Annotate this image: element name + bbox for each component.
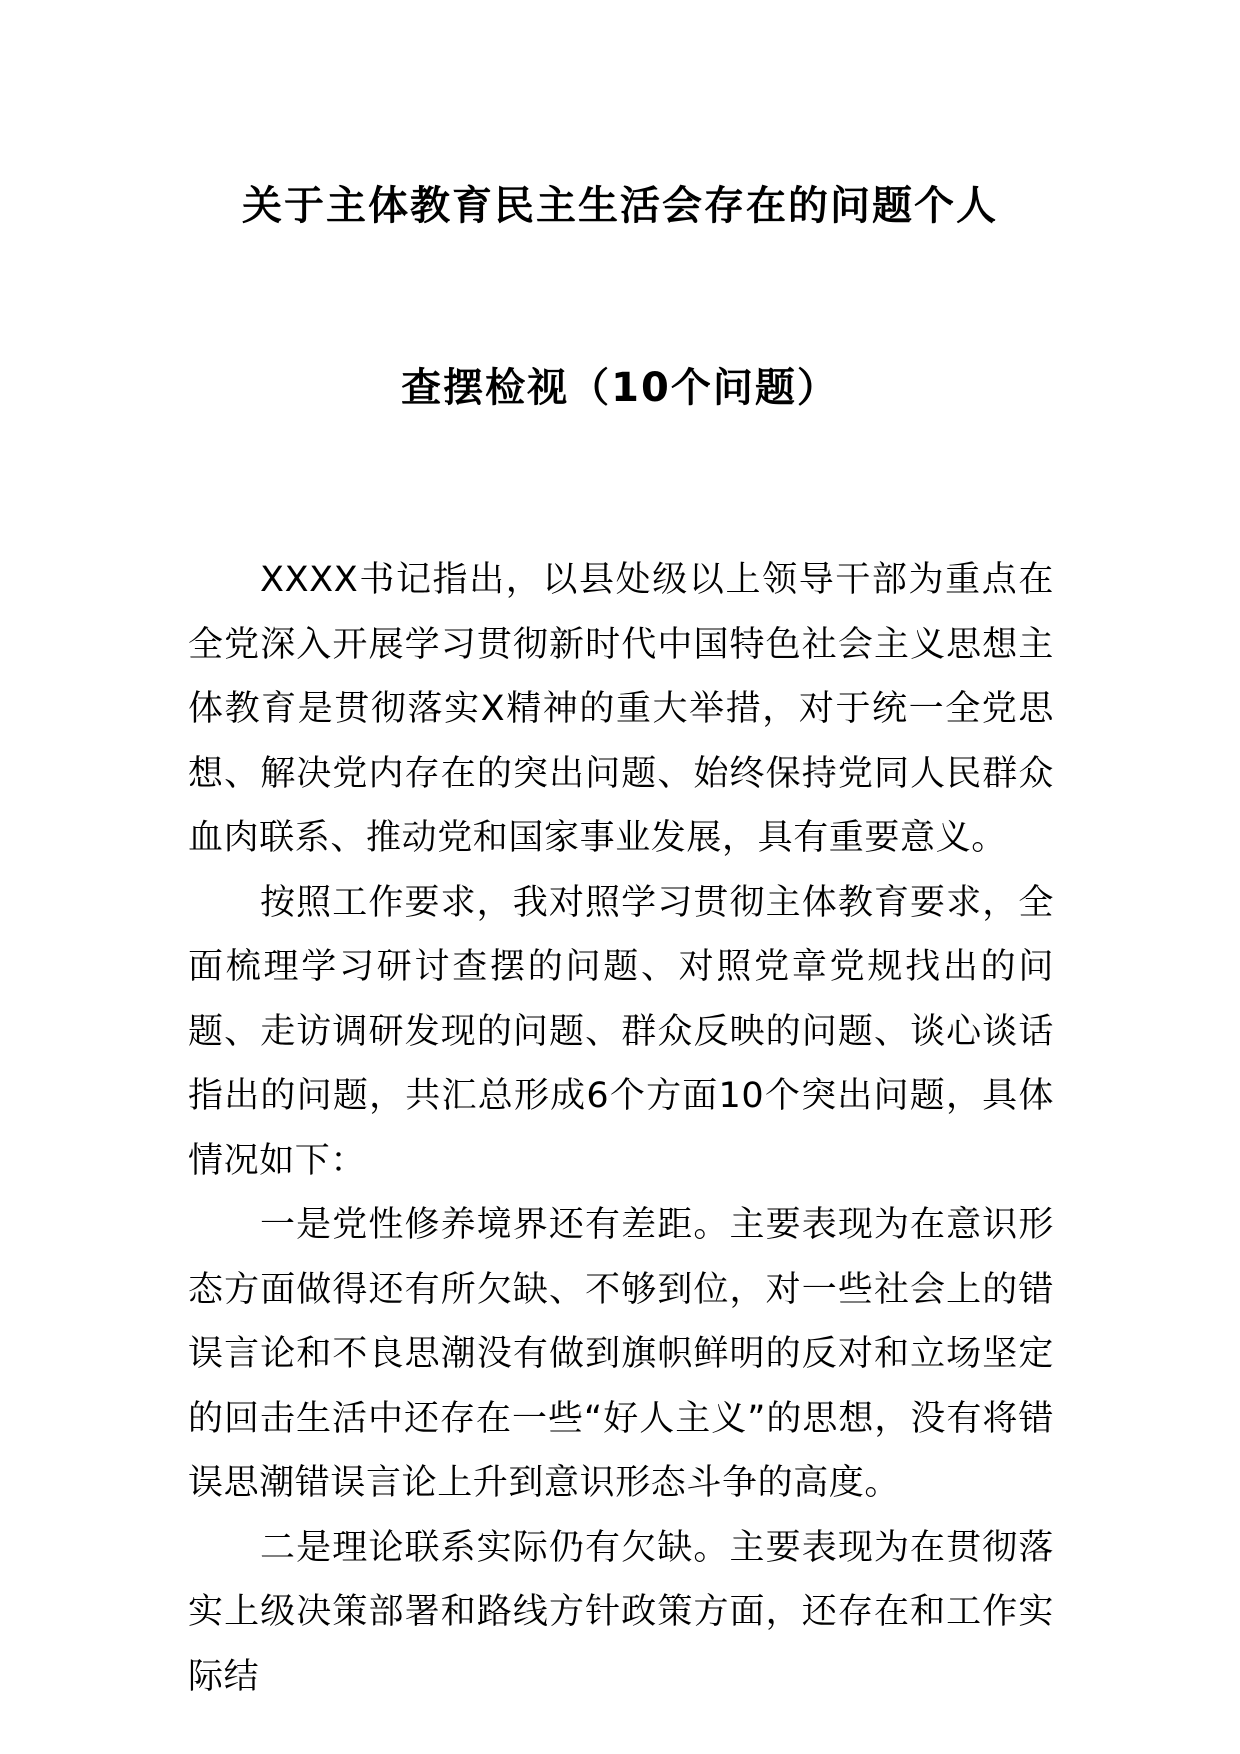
- document-title-line-2: 查摆检视（10个问题）: [401, 365, 839, 411]
- paragraph-requirements: 按照工作要求，我对照学习贯彻主体教育要求，全面梳理学习研讨查摆的问题、对照党章党规找出的问题、走访调研发现的问题、群众反映的问题、谈心谈话指出的问题，共汇总形成6个方面10个突出问题，具体情况如下：: [188, 882, 1054, 1181]
- document-body: [188, 548, 1054, 1709]
- paragraph-issue-2: 二是理论联系实际仍有欠缺。主要表现为在贯彻落实上级决策部署和路线方针政策方面，还存在和工作实际结: [188, 1527, 1054, 1697]
- paragraph-intro: XXXX书记指出，以县处级以上领导干部为重点在全党深入开展学习贯彻新时代中国特色社会主义思想主体教育是贯彻落实X精神的重大举措，对于统一全党思想、解决党内存在的突出问题、始终保持党同人民群众血肉联系、推动党和国家事业发展，具有重要意义。: [188, 560, 1054, 858]
- paragraph-issue-1: 一是党性修养境界还有差距。主要表现为在意识形态方面做得还有所欠缺、不够到位，对一些社会上的错误言论和不良思潮没有做到旗帜鲜明的反对和立场坚定的回击生活中还存在一些“好人主义”的思想，没有将错误思潮错误言论上升到意识形态斗争的高度。: [188, 1205, 1054, 1503]
- document-title-line-1: 关于主体教育民主生活会存在的问题个人: [242, 183, 998, 229]
